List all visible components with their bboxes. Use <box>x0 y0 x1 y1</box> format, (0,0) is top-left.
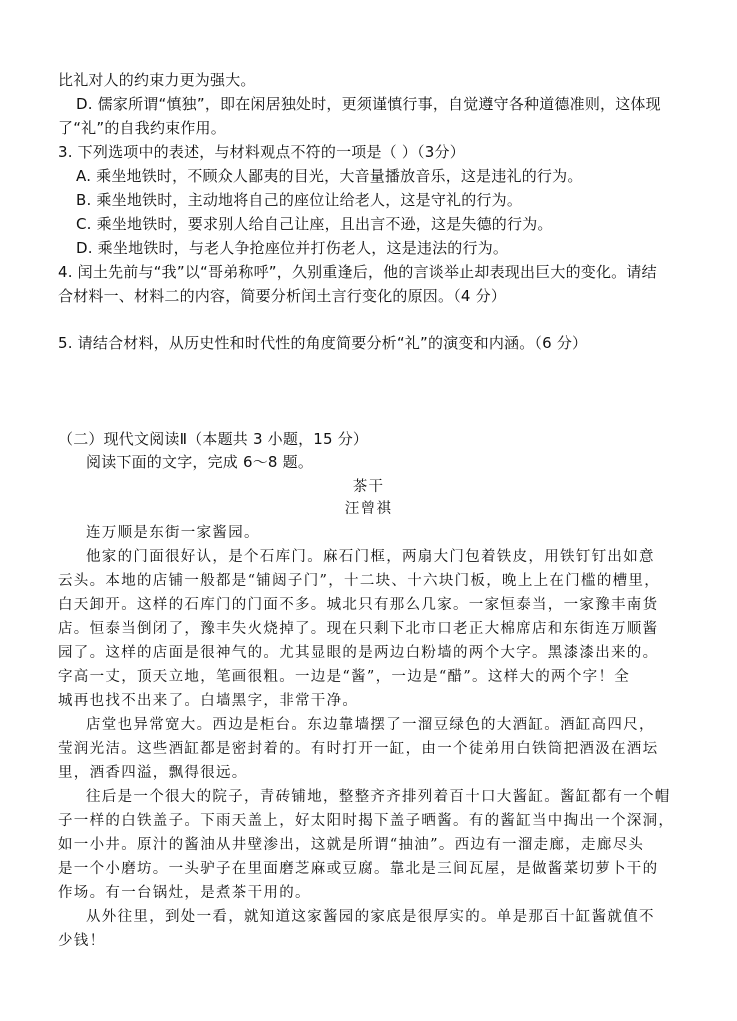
text-line: C. 乘坐地铁时，要求别人给自己让座，且出言不逊，这是失德的行为。 <box>76 215 553 233</box>
text-line: 汪曾祺 <box>344 501 393 517</box>
text-line: D. 儒家所谓“慎独”，即在闲居独处时，更须谨慎行事，自觉遵守各种道德准则，这体现 <box>76 95 661 113</box>
text-line: 连万顺是东街一家酱园。 <box>86 525 260 541</box>
text-line: 白天卸开。这样的石库门的门面不多。城北只有那么几家。一家恒泰当，一家豫丰南货 <box>58 597 659 613</box>
text-line: 子一样的白铁盖子。下雨天盖上，好太阳时揭下盖子晒酱。有的酱缸当中掏出一个深洞， <box>58 813 675 829</box>
text-line: 园了。这样的店面是很神气的。尤其显眼的是两边白粉墙的两个大字。黑漆漆出来的。 <box>58 645 659 661</box>
text-line: 作场。有一台锅灶，是煮茶干用的。 <box>58 885 311 901</box>
text-line: 少钱！ <box>58 933 106 949</box>
text-line: 4. 闰土先前与“我”以“哥弟称呼”，久别重逢后，他的言谈举止却表现出巨大的变化。请结 <box>58 263 657 281</box>
text-line: 从外往里，到处一看，就知道这家酱园的家底是很厚实的。单是那百十缸酱就值不 <box>86 909 655 925</box>
text-line: （二）现代文阅读Ⅱ（本题共 3 小题，15 分） <box>58 430 369 448</box>
text-line: 3. 下列选项中的表述，与材料观点不符的一项是（ ）（3分） <box>58 143 465 161</box>
text-line: 里，酒香四溢，飘得很远。 <box>58 765 248 781</box>
text-line: D. 乘坐地铁时，与老人争抢座位并打伤老人，这是违法的行为。 <box>76 239 509 257</box>
text-line: 比礼对人的约束力更为强大。 <box>58 71 256 89</box>
text-line: 了“礼”的自我约束作用。 <box>58 119 226 137</box>
text-line: 店堂也异常宽大。西边是柜台。东边靠墙摆了一溜豆绿色的大酒缸。酒缸高四尺， <box>86 717 655 733</box>
text-line: 茶干 <box>352 479 385 495</box>
text-line: 5. 请结合材料，从历史性和时代性的角度简要分析“礼”的演变和内涵。（6 分） <box>58 334 588 352</box>
text-line: A. 乘坐地铁时，不顾众人鄙夷的目光，大音量播放音乐，这是违礼的行为。 <box>76 167 583 185</box>
text-line: 城再也找不出来了。白墙黑字，非常干净。 <box>58 693 359 709</box>
text-line: 是一个小磨坊。一头驴子在里面磨芝麻或豆腐。靠北是三间瓦屋，是做酱菜切萝卜干的 <box>58 861 659 877</box>
text-line: 合材料一、材料二的内容，简要分析闰土言行变化的原因。（4 分） <box>58 287 507 305</box>
text-line: 他家的门面很好认，是个石库门。麻石门框，两扇大门包着铁皮，用铁钉钉出如意 <box>86 549 655 565</box>
text-line: B. 乘坐地铁时，主动地将自己的座位让给老人，这是守礼的行为。 <box>76 191 523 209</box>
text-line: 字高一丈，顶天立地，笔画很粗。一边是“酱”，一边是“醋”。这样大的两个字！全 <box>58 669 631 685</box>
text-line: 莹润光洁。这些酒缸都是密封着的。有时打开一缸，由一个徒弟用白铁筒把酒汲在酒坛 <box>58 741 659 757</box>
text-line: 往后是一个很大的院子，青砖铺地，整整齐齐排列着百十口大酱缸。酱缸都有一个帽 <box>86 789 671 805</box>
text-line: 阅读下面的文字，完成 6～8 题。 <box>86 453 314 471</box>
text-line: 店。恒泰当倒闭了，豫丰失火烧掉了。现在只剩下北市口老正大棉席店和东街连万顺酱 <box>58 621 659 637</box>
text-line: 如一小井。原汁的酱油从井壁渗出，这就是所谓“抽油”。西边有一溜走廊，走廊尽头 <box>58 837 645 853</box>
text-line: 云头。本地的店铺一般都是“铺闼子门”，十二块、十六块门板，晚上上在门槛的槽里， <box>58 573 661 589</box>
